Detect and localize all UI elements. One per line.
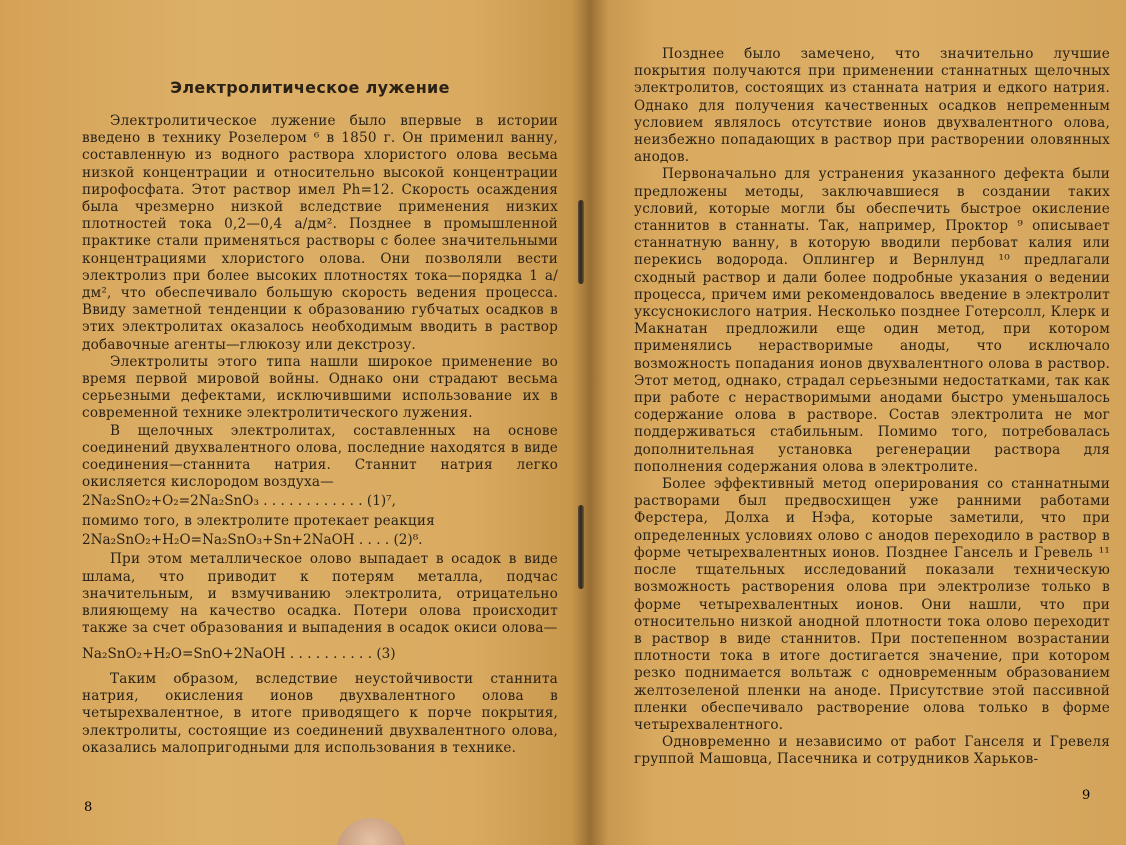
formula-2: 2Na₂SnO₂+H₂O=Na₂SnO₃+Sn+2NaOH . . . . (2)⁸. bbox=[82, 532, 423, 549]
staple-bottom bbox=[578, 505, 584, 589]
page-number-right: 9 bbox=[1082, 788, 1091, 803]
left-paragraph-5: Таким образом, вследствие неустойчивости станнита натрия, окисления ионов двухвалентного олова в четырехвалентное, в итоге приводящего к порче покрытия, электролиты, состоящие из соединений двухвалентного олова, оказались малопригодными для использования в технике. bbox=[82, 670, 558, 756]
left-paragraph-2: Электролиты этого типа нашли широкое применение во время первой мировой войны. Однако они страдают весьма серьезными дефектами, исключившими использование их в современной технике электролитического лужения. bbox=[82, 353, 558, 422]
section-title: Электролитическое лужение bbox=[170, 78, 450, 97]
right-paragraph-4: Одновременно и независимо от работ Ганселя и Гревеля группой Машовца, Пасечника и сотрудников Харьков- bbox=[634, 734, 1110, 768]
left-paragraph-3: В щелочных электролитах, составленных на основе соединений двухвалентного олова, последние находятся в виде соединения—станнита натрия. Станнит натрия легко окисляется кислородом воздуха— bbox=[82, 422, 558, 491]
left-paragraph-4: При этом металлическое олово выпадает в осадок в виде шлама, что приводит к потерям металла, подчас значительным, и взмучиванию электролита, отрицательно влияющему на качество осадка. Потери олова происходит также за счет образования и выпадения в осадок окиси олова— bbox=[82, 551, 558, 637]
staple-top bbox=[578, 200, 584, 284]
right-page bbox=[590, 0, 1126, 845]
formula-connector-text: помимо того, в электролите протекает реакция bbox=[82, 512, 435, 529]
right-paragraph-3: Более эффективный метод оперирования со станнатными растворами был предвосхищен уже ранними работами Ферстера, Долха и Нэфа, которые заметили, что при определенных условиях олово с анодов переходило в раствор в форме четырехвалентных ионов. Позднее Гансель и Гревель ¹¹ после тщательных исследований показали техническую возможность растворения олова при электролизе только в форме четырехвалентных ионов. Они нашли, что при относительно низкой анодной плотности тока олово переходит в раствор в виде станнитов. При постепенном возрастании плотности тока в итоге достигается значение, при котором резко поднимается вольтаж с одновременным образованием желтозеленой пленки на аноде. Присутствие этой пассивной пленки обеспечивало растворение олова только в форме четырехвалентного. bbox=[634, 476, 1110, 733]
formula-1: 2Na₂SnO₂+O₂=2Na₂SnO₃ . . . . . . . . . . . . (1)⁷, bbox=[82, 493, 396, 510]
book-gutter bbox=[572, 0, 608, 845]
formula-3: Na₂SnO₂+H₂O=SnO+2NaOH . . . . . . . . . . (3) bbox=[82, 645, 396, 662]
page-number-left: 8 bbox=[84, 800, 93, 815]
right-paragraph-1: Позднее было замечено, что значительно лучшие покрытия получаются при применении станнатных щелочных электролитов, состоящих из станната натрия и едкого натрия. Однако для получения качественных осадков непременным условием являлось отсутствие ионов двухвалентного олова, неизбежно попадающих в раствор при растворении оловянных анодов. bbox=[634, 46, 1110, 166]
right-paragraph-2: Первоначально для устранения указанного дефекта были предложены методы, заключавшиеся в создании таких условий, которые могли бы обеспечить быстрое окисление станнитов в станнаты. Так, например, Проктор ⁹ описывает станнатную ванну, в которую вводили пербоват калия или перекись водорода. Оплингер и Вернлунд ¹⁰ предлагали сходный раствор и дали более подробные указания о ведении процесса, причем ими рекомендовалось введение в электролит уксуснокислого натрия. Несколько позднее Готерсолл, Клерк и Макнатан предложили еще один метод, при котором применялись нерастворимые аноды, что исключало возможность попадания ионов двухвалентного олова в раствор. Этот метод, однако, страдал серьезными недостатками, так как при работе с нерастворимыми анодами быстро уменьшалось содержание олова в растворе. Состав электролита не мог поддерживаться стабильным. Помимо того, потребовалась дополнительная установка регенерации раствора для пополнения содержания олова в электролите. bbox=[634, 166, 1110, 475]
left-paragraph-1: Электролитическое лужение было впервые в истории введено в технику Розелером ⁶ в 1850 г. Он применил ванну, составленную из водного раствора хлористого олова весьма низкой концентрации и относительно высокой концентрации пирофосфата. Этот раствор имел Ph=12. Скорость осаждения была чрезмерно низкой вследствие применения низких плотностей тока 0,2—0,4 а/дм². Позднее в промышленной практике стали применяться растворы с более значительными концентрациями хлористого олова. Они позволяли вести электролиз при более высоких плотностях тока—порядка 1 а/дм², что обеспечивало большую скорость ведения процесса. Ввиду заметной тенденции к образованию губчатых осадков в этих электролитах оказалось необходимым вводить в раствор добавочные агенты—глюкозу или декстрозу. bbox=[82, 113, 558, 353]
